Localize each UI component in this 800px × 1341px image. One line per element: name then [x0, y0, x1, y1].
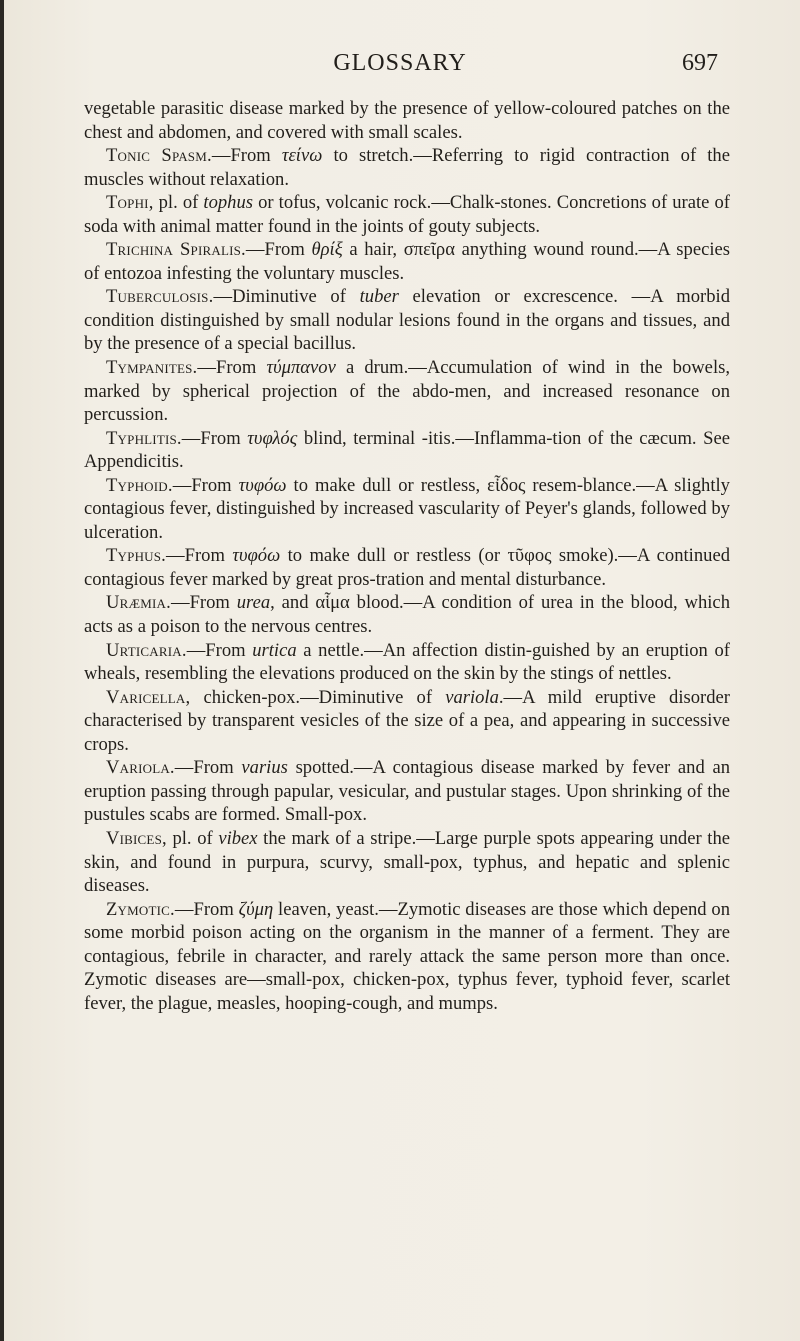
entry-etymon: τυφόω: [238, 474, 287, 496]
entry-prefix: —From: [211, 145, 282, 167]
entry-prefix: —From: [174, 898, 239, 920]
entry-term: Zymotic.: [106, 898, 175, 920]
entry-etymon: τυφλός: [247, 427, 298, 449]
entry-term: Variola.: [106, 757, 175, 779]
glossary-entry: [84, 238, 730, 285]
entry-term: Tophi,: [106, 192, 154, 214]
entry-term: Urticaria.: [106, 639, 187, 661]
entry-prefix: —From: [197, 357, 267, 379]
entry-prefix: —From: [166, 545, 233, 567]
entry-term: Typhlitis.: [106, 427, 182, 449]
entry-prefix: —Diminutive of: [213, 286, 360, 308]
entry-term: Typhus.: [106, 545, 167, 567]
glossary-entry: [84, 474, 730, 545]
glossary-entry: [84, 285, 730, 356]
glossary-entry: [84, 356, 730, 427]
glossary-entry: [84, 591, 730, 638]
entry-prefix: —From: [172, 474, 239, 496]
entry-etymon: urtica: [252, 639, 297, 661]
entry-prefix: chicken-pox.—Diminutive of: [190, 686, 446, 708]
entry-definition: a nettle.—An affection distin-guished by an eruption of wheals, resembling the elevations produced on the skin by the stings of nettles.: [84, 639, 730, 685]
entry-etymon: τείνω: [281, 145, 323, 167]
entry-prefix: —From: [181, 427, 248, 449]
entry-prefix: —From: [245, 239, 312, 261]
entry-etymon: ζύμη: [238, 898, 274, 920]
entry-etymon: θρίξ: [311, 239, 343, 261]
glossary-entry: [84, 191, 730, 238]
entry-prefix: pl. of: [153, 192, 204, 214]
entry-prefix: —From: [170, 592, 237, 614]
entry-etymon: variola: [445, 686, 499, 708]
entry-etymon: vibex: [218, 827, 258, 849]
entry-definition: .—A mild eruptive disorder characterised by transparent vesicles of the size of a pea, and appearing in successive crops.: [84, 686, 730, 755]
entry-term: Typhoid.: [106, 474, 173, 496]
entry-definition: or tofus, volcanic rock.—Chalk-stones. Concretions of urate of soda with animal matter found in the joints of gouty subjects.: [84, 192, 730, 237]
entry-term: Varicella,: [106, 686, 191, 708]
entry-definition: spotted.—A contagious disease marked by fever and an eruption passing through papular, vesicular, and pustular stages. Upon shrinking of the pustules scabs are formed. Small-pox.: [84, 757, 730, 826]
glossary-entry: [84, 639, 730, 686]
entry-definition: a hair, σπεῖρα anything wound round.—A species of entozoa infesting the voluntary muscles.: [84, 239, 730, 284]
glossary-text: [84, 97, 730, 1015]
glossary-entry: [84, 827, 730, 898]
entry-definition: to make dull or restless (or τῦφος smoke).—A continued contagious fever marked by great pros-tration and mental disturbance.: [84, 545, 730, 590]
entry-definition: the mark of a stripe.—Large purple spots appearing under the skin, and found in purpura, scurvy, small-pox, typhus, and hepatic and splenic diseases.: [84, 827, 730, 897]
entry-definition: elevation or excrescence. —A morbid condition distinguished by small nodular lesions found in the organs and tissues, and by the presence of a special bacillus.: [84, 286, 731, 355]
entry-term: Trichina Spiralis.: [106, 239, 246, 261]
entry-definition: to make dull or restless, εἶδος resem-blance.—A slightly contagious fever, distinguished by increased vascularity of Peyer's glands, followed by ulceration.: [84, 474, 730, 543]
entry-etymon: tophus: [203, 192, 253, 214]
entry-definition: leaven, yeast.—Zymotic diseases are those which depend on some morbid poison acting on the organism in the manner of a ferment. They are contagious, febrile in character, and rarely attack the same person more than once. Zymotic diseases are—small-pox, chicken-pox, typhus fever, typhoid fever, scarlet fever, the plague, measles, hooping-cough, and mumps.: [84, 898, 730, 1014]
entry-term: Tuberculosis.: [106, 286, 214, 308]
entry-term: Vibices,: [106, 827, 167, 849]
glossary-entry: [84, 756, 730, 827]
entry-definition: to stretch.—Referring to rigid contraction of the muscles without relaxation.: [84, 145, 730, 190]
entry-etymon: tuber: [359, 286, 399, 308]
page-title: GLOSSARY: [333, 50, 467, 76]
entry-definition: , and αἷμα blood.—A condition of urea in the blood, which acts as a poison to the nervous centres.: [84, 592, 730, 638]
glossary-entry: [84, 898, 730, 1016]
glossary-entry: [84, 97, 730, 144]
glossary-entry: [84, 144, 730, 191]
entry-etymon: urea: [236, 592, 271, 614]
entry-etymon: τύμπανον: [266, 357, 336, 379]
entry-prefix: —From: [174, 757, 242, 779]
entry-definition: vegetable parasitic disease marked by the presence of yellow-coloured patches on the chest and abdomen, and covered with small scales.: [84, 98, 730, 143]
entry-definition: blind, terminal -itis.—Inflamma-tion of the cæcum. See Appendicitis.: [84, 427, 730, 473]
entry-etymon: τυφόω: [232, 545, 281, 567]
page-binding-edge: [0, 0, 4, 1341]
entry-etymon: varius: [241, 757, 288, 779]
glossary-entry: [84, 686, 730, 757]
entry-prefix: —From: [186, 639, 253, 661]
page-number: 697: [682, 50, 718, 76]
glossary-entry: [84, 427, 730, 474]
entry-term: Tonic Spasm.: [106, 145, 212, 167]
entry-term: Tympanites.: [106, 357, 198, 379]
running-head: [0, 50, 800, 80]
entry-term: Uræmia.: [106, 592, 171, 614]
entry-prefix: pl. of: [166, 827, 219, 849]
glossary-entry: [84, 544, 730, 591]
entry-definition: a drum.—Accumulation of wind in the bowels, marked by spherical projection of the abdo-men, and increased resonance on percussion.: [84, 357, 730, 426]
